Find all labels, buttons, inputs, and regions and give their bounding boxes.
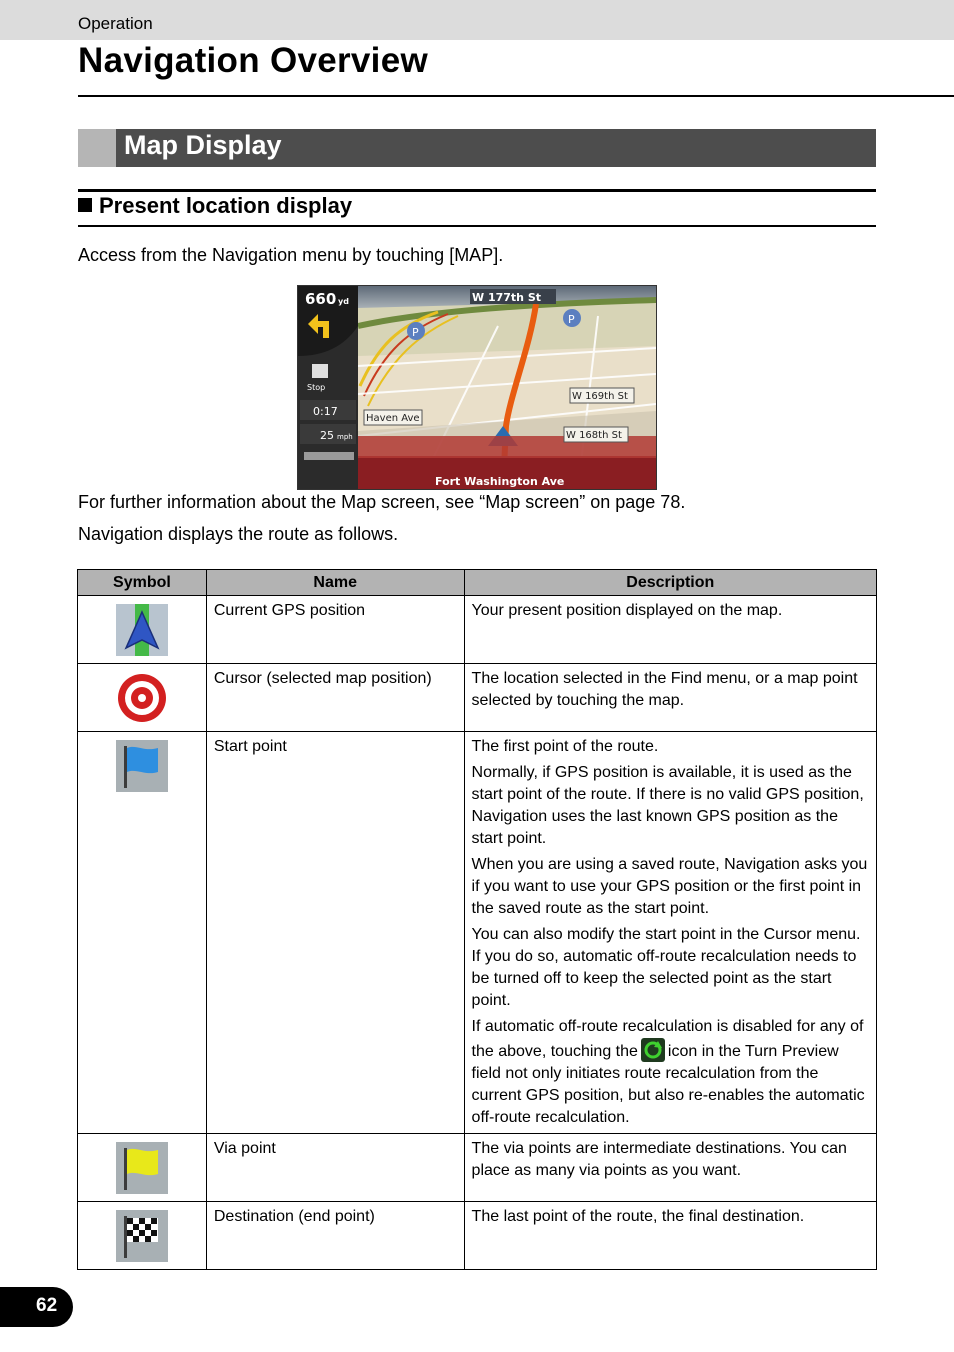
route-symbols-table — [77, 569, 877, 1270]
description-text: The last point of the route, the final destination. — [471, 1208, 805, 1225]
description-cell — [464, 664, 876, 732]
description-cell — [464, 1134, 876, 1202]
further-info-paragraph: For further information about the Map screen, see “Map screen” on page 78. — [78, 492, 686, 512]
recalculate-icon — [641, 1038, 665, 1062]
subheading — [78, 193, 352, 219]
map-speed: 25 — [320, 429, 334, 442]
table-header-row — [78, 570, 877, 596]
title-divider — [78, 95, 954, 97]
table-row — [78, 664, 877, 732]
map-speed-unit: mph — [337, 433, 353, 441]
running-header — [0, 0, 954, 40]
table-row — [78, 732, 877, 1134]
access-paragraph: Access from the Navigation menu by touching [MAP]. — [78, 245, 504, 265]
name-cell: Current GPS position — [206, 596, 464, 664]
map-top-street: W 177th St — [472, 291, 542, 304]
map-time: 0:17 — [313, 405, 338, 418]
checkered-flag-icon — [116, 1210, 168, 1262]
description-text: Normally, if GPS position is available, it is used as the start point of the route. If there is no valid GPS position, Navigation uses the last known GPS position as the start point. — [471, 764, 864, 847]
description-text: You can also modify the start point in the Cursor menu. If you do so, automatic off-route recalculation needs to be turned off to keep the selected point as the start point. — [471, 926, 861, 1009]
map-distance: 660 — [305, 290, 337, 308]
description-text: Your present position displayed on the map. — [471, 602, 783, 619]
map-street-168: W 168th St — [566, 430, 622, 441]
subheading-text: Present location display — [99, 193, 353, 218]
description-cell — [464, 596, 876, 664]
subheading-rule-bottom — [78, 225, 876, 227]
gps-arrow-icon — [116, 604, 168, 656]
page-number-tab — [0, 1287, 73, 1327]
section-bar-tab — [78, 129, 116, 167]
svg-text:P: P — [412, 326, 419, 339]
description-text: The first point of the route. — [471, 738, 659, 755]
route-paragraph: Navigation displays the route as follows. — [78, 524, 399, 544]
table-row — [78, 1202, 877, 1270]
section-title: Map Display — [124, 130, 282, 160]
name-cell: Start point — [206, 732, 464, 1134]
square-bullet-icon — [78, 198, 92, 212]
description-text: When you are using a saved route, Navigation asks you if you want to use your GPS position or the first point in the saved route as the start point. — [471, 856, 868, 917]
yellow-flag-icon — [116, 1142, 168, 1194]
cursor-target-icon — [116, 672, 168, 724]
header-symbol: Symbol — [78, 570, 207, 596]
description-text-part: icon in the Turn Preview field not only initiates route recalculation from the current GPS position, but also re-enables the automatic off-route recalculation. — [471, 1043, 865, 1126]
description-text: The location selected in the Find menu, or a map point selected by touching the map. — [471, 670, 858, 709]
table-row — [78, 1134, 877, 1202]
description-cell — [464, 732, 876, 1134]
header-section-label: Operation — [78, 14, 153, 33]
blue-flag-icon — [116, 740, 168, 792]
description-text-part: If automatic off-route recalculation is disabled for any of the above, touching the — [471, 1018, 864, 1060]
svg-text:P: P — [568, 313, 575, 326]
name-cell: Cursor (selected map position) — [206, 664, 464, 732]
section-bar — [78, 129, 876, 167]
map-street-haven: Haven Ave — [366, 413, 420, 424]
table-row — [78, 596, 877, 664]
description-cell — [464, 1202, 876, 1270]
map-stop-label[interactable]: Stop — [307, 383, 326, 392]
symbol-cell — [78, 732, 207, 1134]
map-bottom-street: Fort Washington Ave — [435, 475, 565, 488]
page-number: 62 — [36, 1295, 58, 1316]
page-title: Navigation Overview — [78, 41, 428, 80]
description-text — [472, 1016, 870, 1129]
subheading-rule-top — [78, 189, 876, 192]
symbol-cell — [78, 596, 207, 664]
header-description: Description — [464, 570, 876, 596]
map-distance-unit: yd — [338, 297, 349, 306]
header-name: Name — [206, 570, 464, 596]
map-screenshot — [297, 285, 657, 490]
symbol-cell — [78, 1134, 207, 1202]
name-cell: Destination (end point) — [206, 1202, 464, 1270]
name-cell: Via point — [206, 1134, 464, 1202]
symbol-cell — [78, 1202, 207, 1270]
description-text: The via points are intermediate destinations. You can place as many via points as you want. — [471, 1140, 847, 1179]
symbol-cell — [78, 664, 207, 732]
map-street-169: W 169th St — [572, 391, 628, 402]
